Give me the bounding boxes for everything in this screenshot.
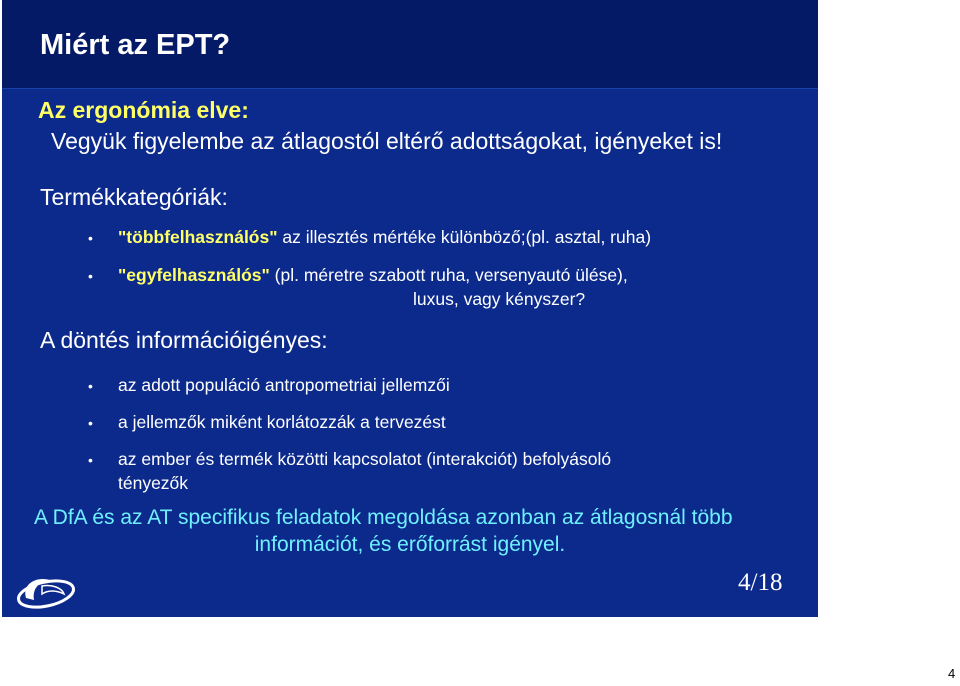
decision-heading: A döntés információigényes:	[40, 327, 328, 353]
category-item-2	[118, 265, 628, 286]
bullet-dot-icon: •	[88, 452, 93, 468]
bullet-dot-icon: •	[88, 378, 93, 394]
decision-item-3: az ember és termék közötti kapcsolatot (interakciót) befolyásoló	[118, 449, 612, 469]
bullet-dot-icon: •	[88, 268, 93, 284]
slide-number: 4/18	[738, 569, 783, 596]
conclusion-line-2: információt, és erőforrást igényel.	[254, 533, 566, 556]
category-item-1	[118, 227, 651, 248]
categories-heading: Termékkategóriák:	[40, 184, 228, 210]
principle-text: Vegyük figyelembe az átlagostól eltérő adottságokat, igényeket is!	[51, 128, 723, 154]
bullet-dot-icon: •	[88, 230, 93, 246]
category-item-2-cont: luxus, vagy kényszer?	[413, 289, 586, 309]
category-term: "többfelhasználós"	[118, 227, 278, 247]
page-number: 4	[948, 666, 956, 681]
principle-heading: Az ergonómia elve:	[38, 97, 249, 123]
decision-item-1: az adott populáció antropometriai jellemzői	[118, 375, 450, 395]
category-desc: (pl. méretre szabott ruha, versenyautó ülése),	[269, 265, 628, 285]
decision-item-2: a jellemzők miként korlátozzák a tervezést	[118, 412, 446, 432]
slide-title: Miért az EPT?	[40, 29, 231, 61]
decision-item-3-cont: tényezők	[118, 473, 189, 493]
category-term: "egyfelhasználós"	[118, 265, 270, 285]
slide	[2, 0, 818, 617]
swirl-logo-icon	[12, 572, 78, 612]
bullet-dot-icon: •	[88, 415, 93, 431]
category-desc: az illesztés mértéke különböző;(pl. asztal, ruha)	[277, 227, 652, 247]
conclusion-line-1: A DfA és az AT specifikus feladatok megoldása azonban az átlagosnál több	[34, 506, 733, 529]
